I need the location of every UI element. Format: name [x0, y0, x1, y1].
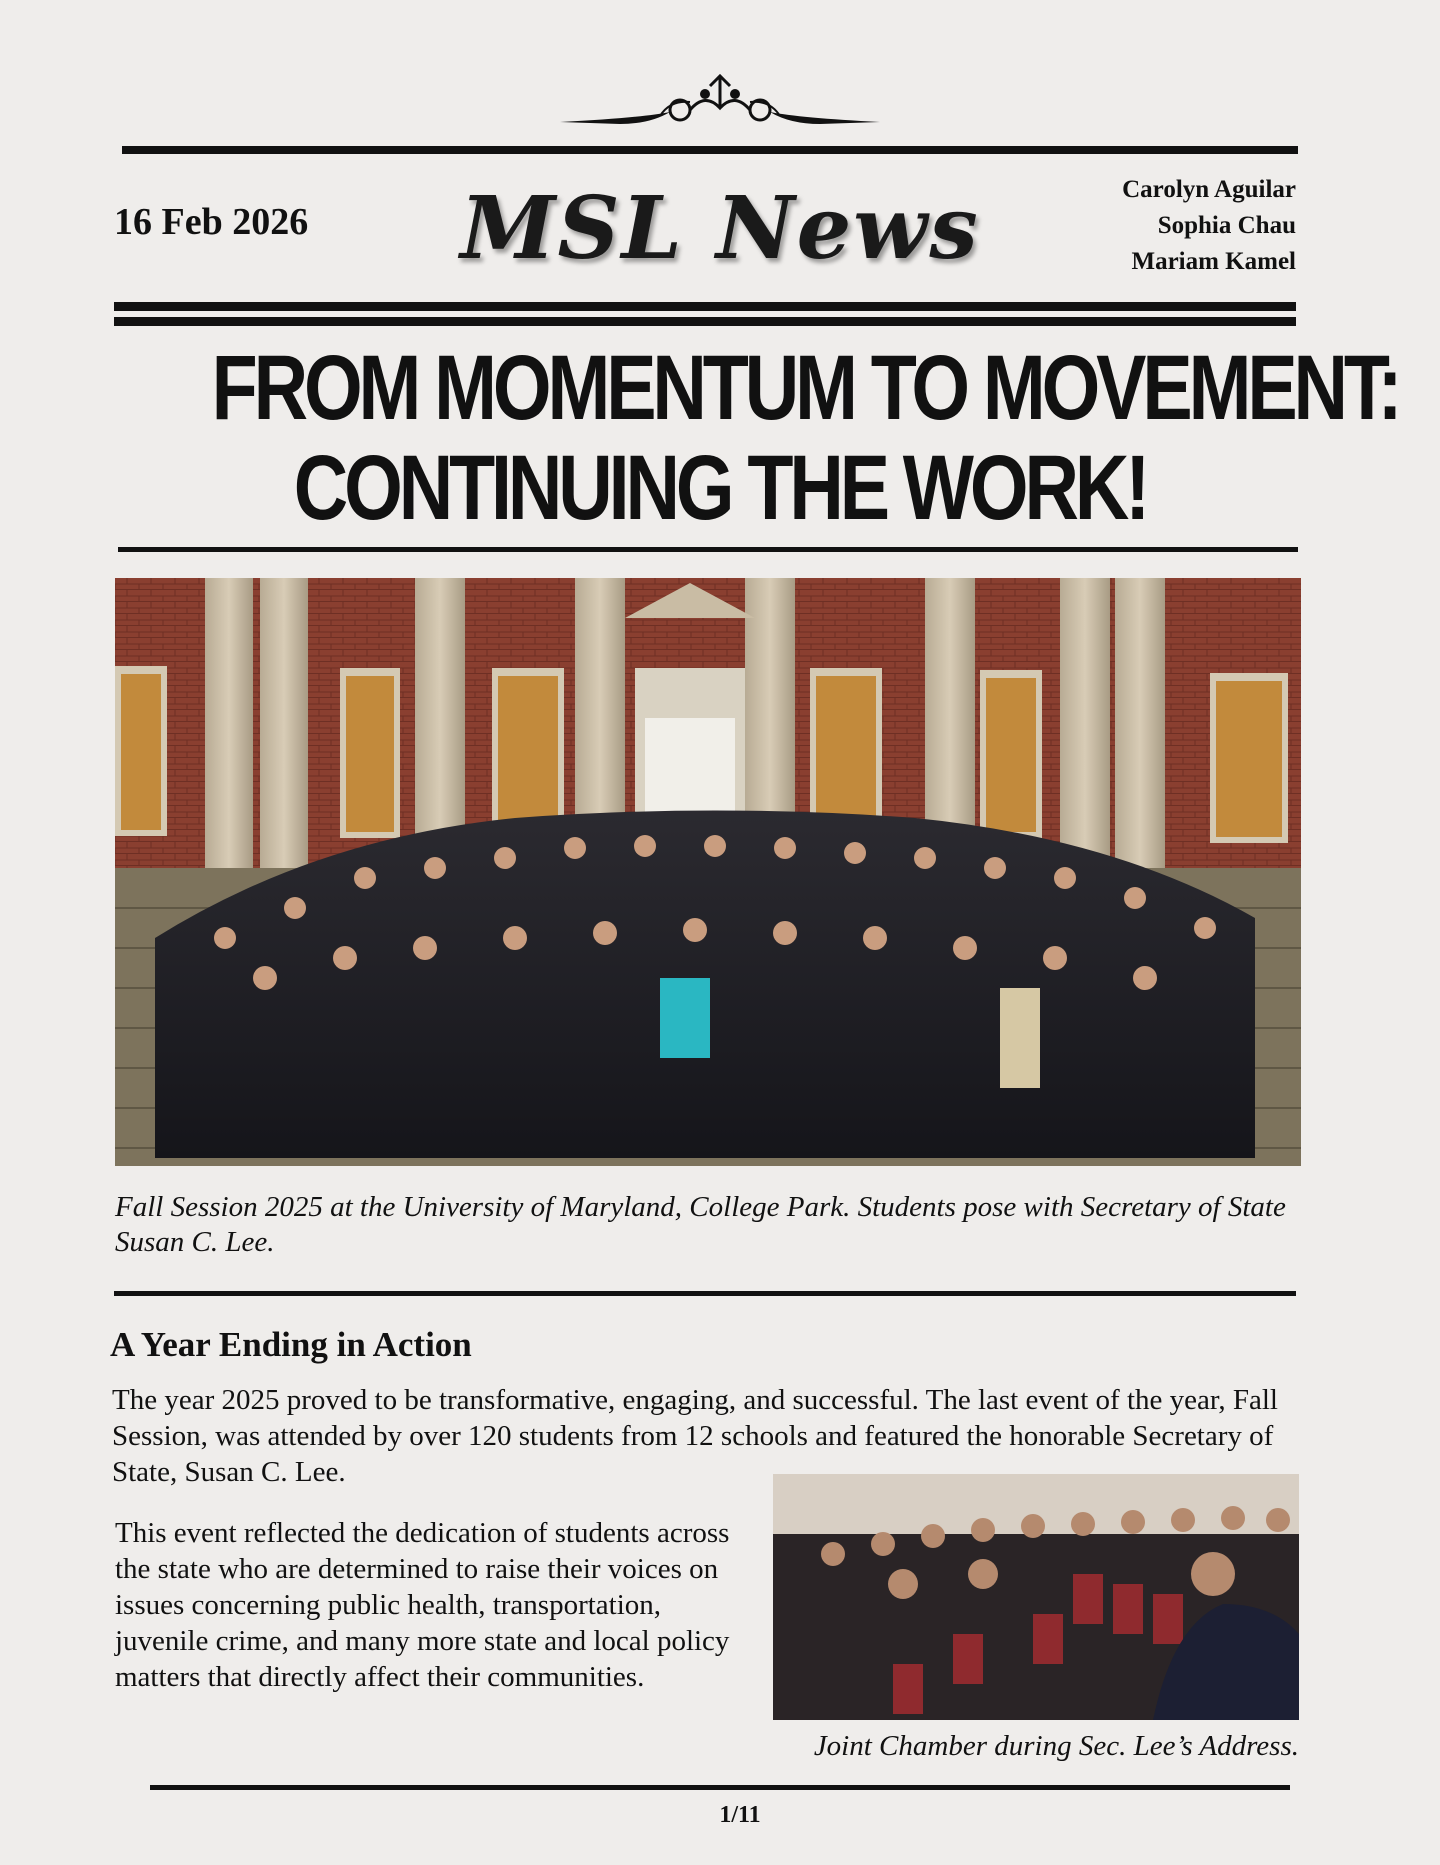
author-name: Carolyn Aguilar	[1122, 176, 1296, 203]
author-name: Sophia Chau	[1157, 212, 1296, 239]
headline-line-1: FROM MOMENTUM TO MOVEMENT:	[211, 337, 1399, 439]
headline	[211, 337, 1399, 539]
hero-photo-illustration	[115, 578, 1301, 1166]
section-rule	[114, 1291, 1296, 1296]
masthead-title: MSL News	[460, 178, 980, 279]
headline-line-2: CONTINUING THE WORK!	[293, 437, 1147, 539]
masthead-double-rule-bottom	[114, 317, 1296, 326]
chamber-photo	[773, 1474, 1299, 1720]
author-list	[1122, 172, 1296, 280]
hero-group-photo	[115, 578, 1301, 1166]
chamber-caption: Joint Chamber during Sec. Lee’s Address.	[813, 1730, 1299, 1762]
headline-rule	[118, 547, 1298, 552]
masthead-double-rule-top	[114, 302, 1296, 311]
chamber-photo-illustration	[773, 1474, 1299, 1720]
article-title: A Year Ending in Action	[110, 1325, 472, 1364]
article-paragraph-1: The year 2025 proved to be transformative, engaging, and successful. The last event of the year, Fall Session, was attended by over 120 students from 12 schools and featured the honorable Secretary of State, Susan C. Lee.	[112, 1384, 1278, 1488]
hero-caption: Fall Session 2025 at the University of Maryland, College Park. Students pose with Secretary of State Susan C. Lee.	[115, 1191, 1286, 1258]
footer-rule	[150, 1785, 1290, 1790]
author-name: Mariam Kamel	[1131, 248, 1296, 275]
issue-date: 16 Feb 2026	[114, 201, 309, 243]
page-number: 1/11	[719, 1802, 761, 1828]
article-paragraph-2: This event reflected the dedication of students across the state who are determined to raise their voices on issues concerning public health, transportation, juvenile crime, and many more state and local policy matters that directly affect their communities.	[115, 1517, 730, 1693]
top-rule	[122, 146, 1298, 154]
ornament-flourish-icon	[560, 72, 880, 132]
